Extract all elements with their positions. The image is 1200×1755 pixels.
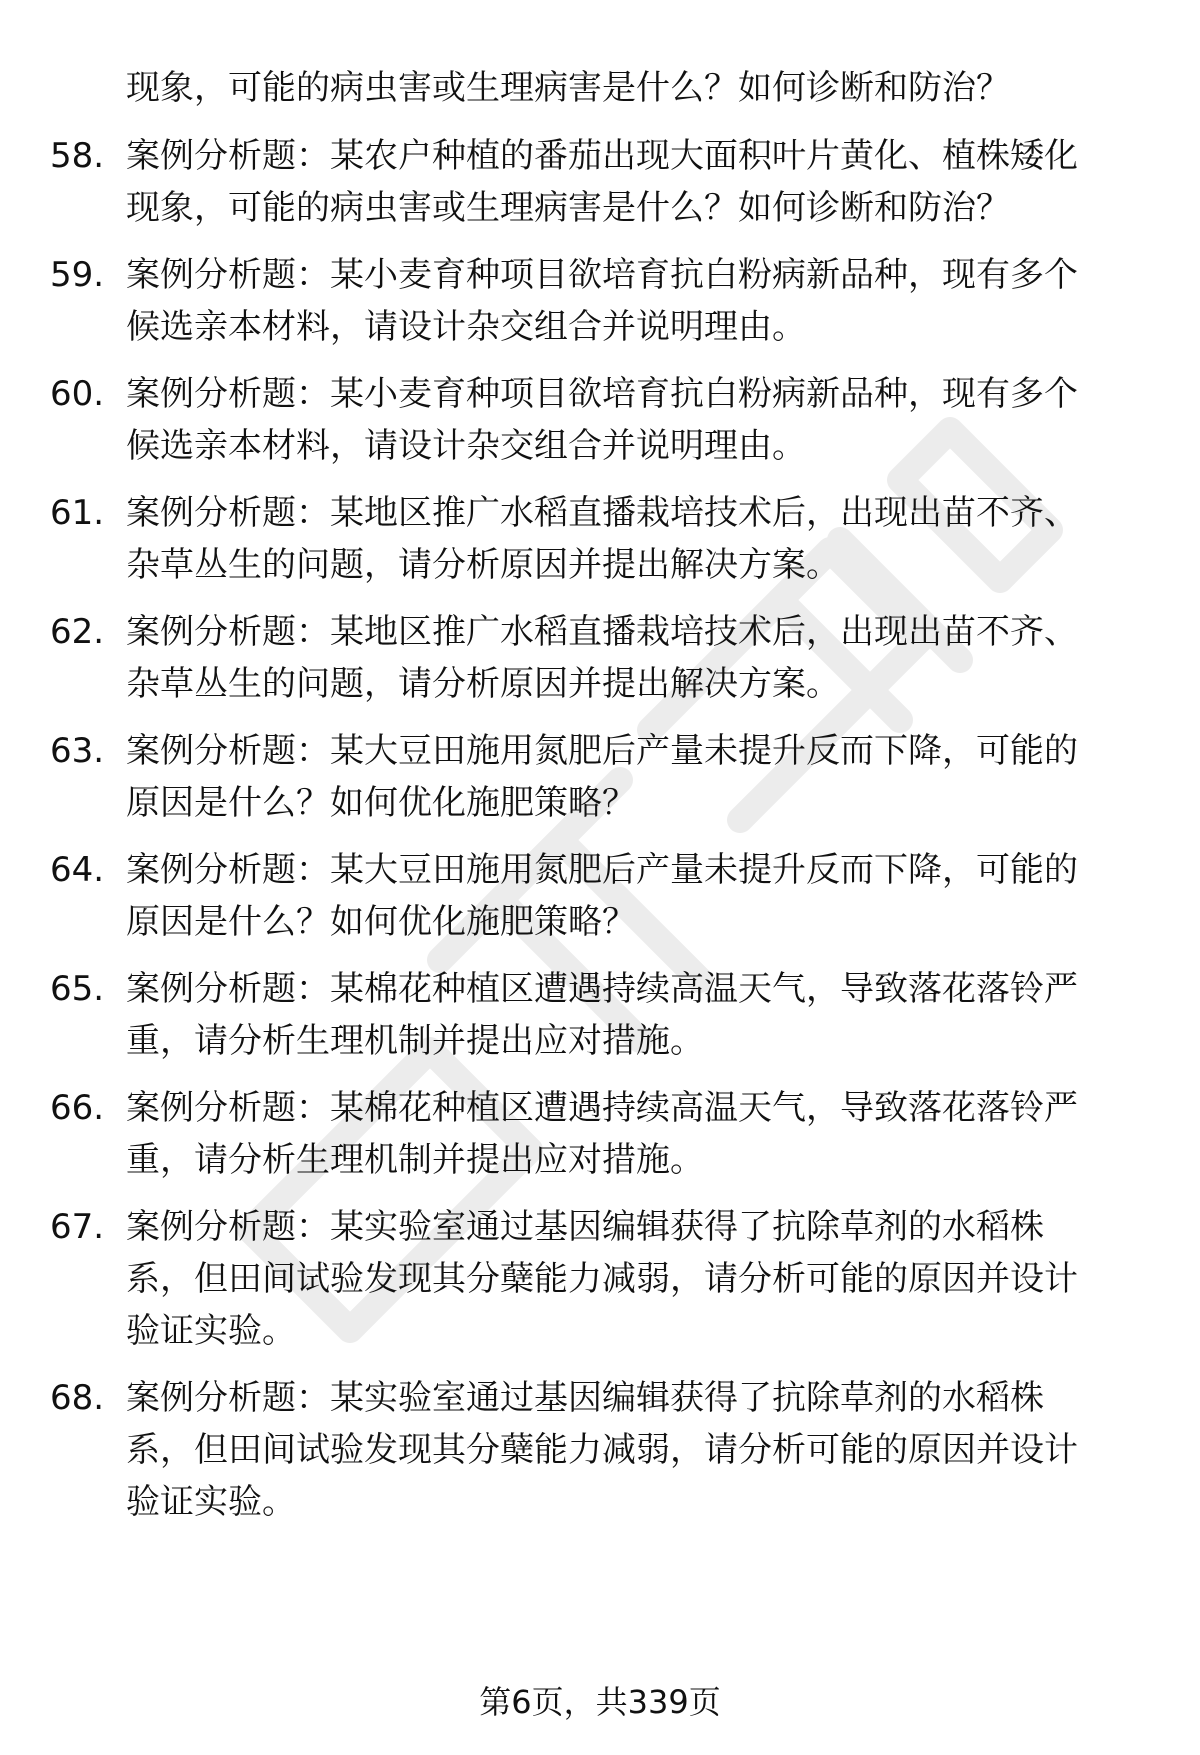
question-text — [126, 844, 1166, 948]
continuation-line: 现象，可能的病虫害或生理病害是什么？如何诊断和防治？ — [126, 68, 1010, 108]
question-number: 60. — [50, 374, 105, 414]
question-number: 64. — [50, 850, 105, 890]
list-item — [0, 1372, 1200, 1528]
question-number: 58. — [50, 136, 105, 176]
question-text — [126, 1082, 1166, 1186]
question-text — [126, 606, 1166, 710]
question-text-line: 原因是什么？如何优化施肥策略？ — [126, 783, 636, 823]
question-text — [126, 130, 1166, 234]
question-text — [126, 249, 1166, 353]
question-text-line: 系，但田间试验发现其分蘖能力减弱，请分析可能的原因并设计 — [126, 1259, 1078, 1299]
question-number: 66. — [50, 1088, 105, 1128]
question-number: 62. — [50, 612, 105, 652]
question-text-line: 验证实验。 — [126, 1311, 296, 1351]
question-text — [126, 1201, 1166, 1357]
list-item — [0, 963, 1200, 1067]
question-text-line: 案例分析题：某地区推广水稻直播栽培技术后，出现出苗不齐、 — [126, 493, 1078, 533]
list-item — [0, 844, 1200, 948]
question-text-line: 候选亲本材料，请设计杂交组合并说明理由。 — [126, 426, 806, 466]
question-text — [126, 368, 1166, 472]
list-item — [0, 1082, 1200, 1186]
list-item — [0, 606, 1200, 710]
question-text-line: 案例分析题：某大豆田施用氮肥后产量未提升反而下降，可能的 — [126, 850, 1078, 890]
question-text — [126, 725, 1166, 829]
question-number: 61. — [50, 493, 105, 533]
list-item — [0, 130, 1200, 234]
question-text-line: 验证实验。 — [126, 1482, 296, 1522]
question-number: 68. — [50, 1378, 105, 1418]
question-number: 63. — [50, 731, 105, 771]
question-text-line: 案例分析题：某实验室通过基因编辑获得了抗除草剂的水稻株 — [126, 1207, 1044, 1247]
question-text-line: 案例分析题：某小麦育种项目欲培育抗白粉病新品种，现有多个 — [126, 374, 1078, 414]
list-item — [0, 487, 1200, 591]
page-footer: 第6页，共339页 — [479, 1683, 721, 1721]
question-text-line: 案例分析题：某大豆田施用氮肥后产量未提升反而下降，可能的 — [126, 731, 1078, 771]
question-number: 65. — [50, 969, 105, 1009]
question-text — [126, 487, 1166, 591]
question-number: 59. — [50, 255, 105, 295]
list-item — [0, 249, 1200, 353]
question-text-line: 现象，可能的病虫害或生理病害是什么？如何诊断和防治？ — [126, 188, 1010, 228]
question-text-line: 案例分析题：某实验室通过基因编辑获得了抗除草剂的水稻株 — [126, 1378, 1044, 1418]
question-text-line: 重，请分析生理机制并提出应对措施。 — [126, 1021, 704, 1061]
question-text-line: 重，请分析生理机制并提出应对措施。 — [126, 1140, 704, 1180]
question-text — [126, 963, 1166, 1067]
question-text-line: 杂草丛生的问题，请分析原因并提出解决方案。 — [126, 545, 840, 585]
question-text — [126, 1372, 1166, 1528]
question-text-line: 案例分析题：某棉花种植区遭遇持续高温天气，导致落花落铃严 — [126, 969, 1078, 1009]
question-number: 67. — [50, 1207, 105, 1247]
question-text-line: 案例分析题：某小麦育种项目欲培育抗白粉病新品种，现有多个 — [126, 255, 1078, 295]
question-text-line: 案例分析题：某农户种植的番茄出现大面积叶片黄化、植株矮化 — [126, 136, 1078, 176]
question-text-line: 案例分析题：某棉花种植区遭遇持续高温天气，导致落花落铃严 — [126, 1088, 1078, 1128]
question-text-line: 原因是什么？如何优化施肥策略？ — [126, 902, 636, 942]
question-text-line: 案例分析题：某地区推广水稻直播栽培技术后，出现出苗不齐、 — [126, 612, 1078, 652]
list-item — [0, 368, 1200, 472]
question-text-line: 杂草丛生的问题，请分析原因并提出解决方案。 — [126, 664, 840, 704]
question-text-line: 候选亲本材料，请设计杂交组合并说明理由。 — [126, 307, 806, 347]
question-text-line: 系，但田间试验发现其分蘖能力减弱，请分析可能的原因并设计 — [126, 1430, 1078, 1470]
list-item — [0, 725, 1200, 829]
list-item — [0, 1201, 1200, 1357]
